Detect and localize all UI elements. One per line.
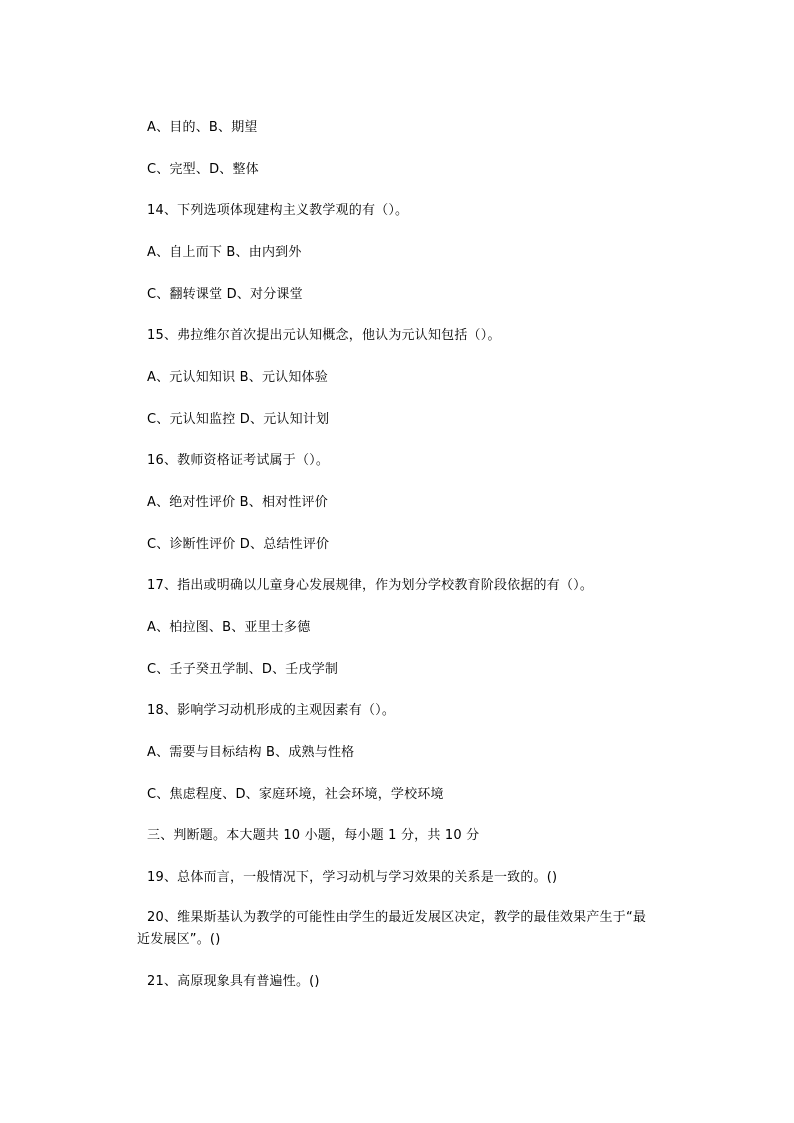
q17-option-ab: A、柏拉图、B、亚里士多德	[147, 620, 311, 635]
q13-option-ab: A、目的、B、期望	[147, 120, 258, 135]
q15-option-ab: A、元认知知识 B、元认知体验	[147, 370, 328, 385]
q21-statement: 21、高原现象具有普遍性。()	[147, 974, 320, 989]
q13-option-cd: C、完型、D、整体	[147, 162, 259, 177]
q14-option-cd: C、翻转课堂 D、对分课堂	[147, 287, 303, 302]
q16-option-cd: C、诊断性评价 D、总结性评价	[147, 537, 330, 552]
q15-option-cd: C、元认知监控 D、元认知计划	[147, 412, 330, 427]
q18-question: 18、影响学习动机形成的主观因素有（）。	[147, 703, 396, 718]
q20-statement: 20、维果斯基认为教学的可能性由学生的最近发展区决定，教学的最佳效果产生于“最近发展区”。()	[137, 910, 647, 947]
q19-statement: 19、总体而言，一般情况下，学习动机与学习效果的关系是一致的。()	[147, 870, 558, 885]
q17-option-cd: C、壬子癸丑学制、D、壬戌学制	[147, 662, 339, 677]
section-heading-true-false: 三、判断题。本大题共 10 小题，每小题 1 分，共 10 分	[147, 828, 480, 843]
q15-question: 15、弗拉维尔首次提出元认知概念，他认为元认知包括（）。	[147, 328, 501, 343]
q16-option-ab: A、绝对性评价 B、相对性评价	[147, 495, 328, 510]
q14-option-ab: A、自上而下 B、由内到外	[147, 245, 302, 260]
q14-question: 14、下列选项体现建构主义教学观的有（）。	[147, 203, 409, 218]
q18-option-ab: A、需要与目标结构 B、成熟与性格	[147, 745, 355, 760]
q17-question: 17、指出或明确以儿童身心发展规律，作为划分学校教育阶段依据的有（）。	[147, 578, 594, 593]
q16-question: 16、教师资格证考试属于（）。	[147, 453, 330, 468]
q18-option-cd: C、焦虑程度、D、家庭环境，社会环境，学校环境	[147, 787, 444, 802]
